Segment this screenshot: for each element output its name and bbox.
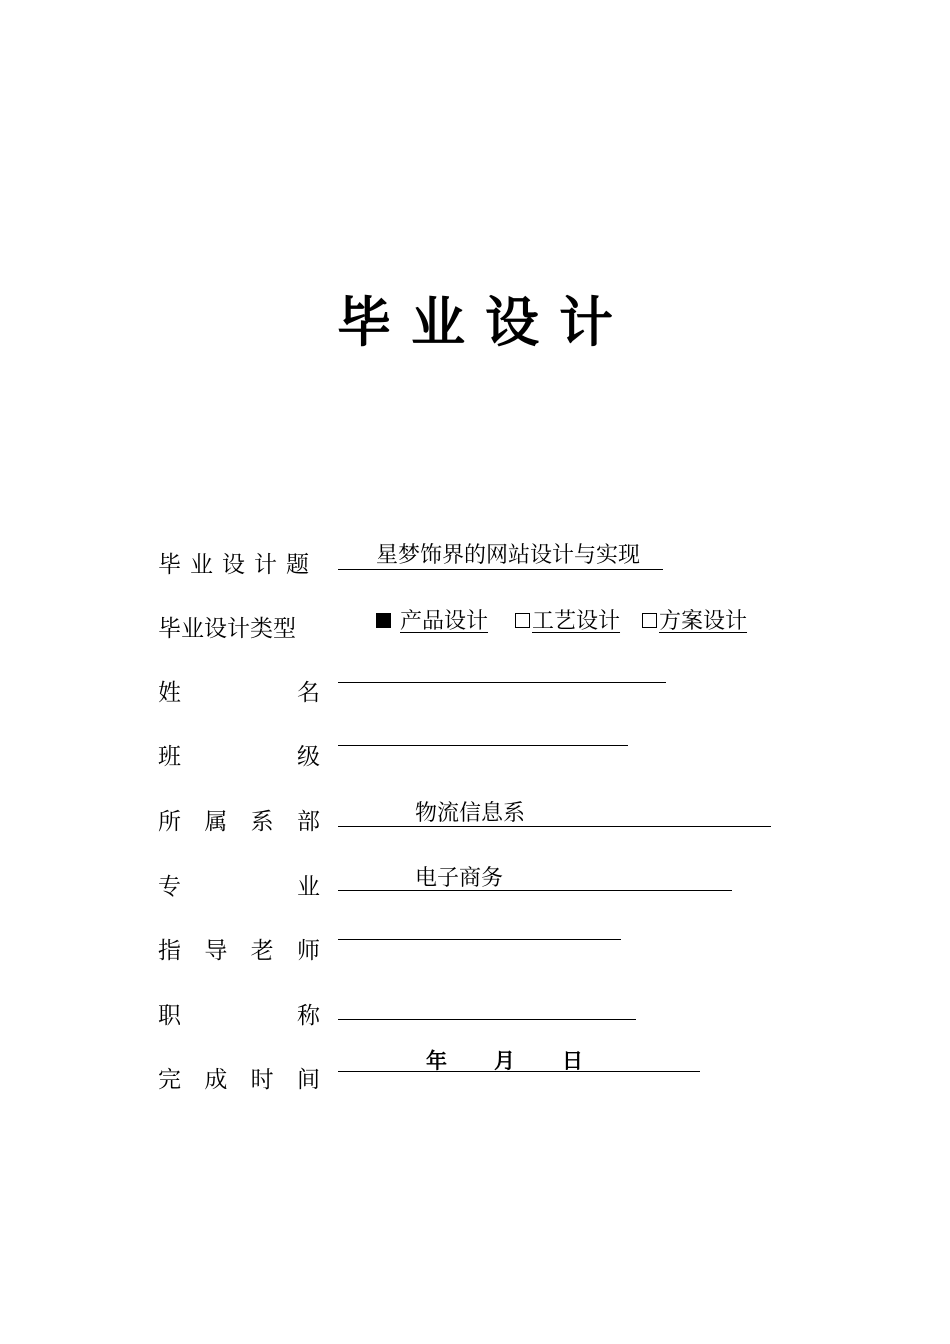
form-row-topic: [158, 540, 798, 580]
field-label-topic: 毕业设计题: [158, 552, 318, 578]
option-label: 方案设计: [659, 609, 748, 634]
option-label: 工艺设计: [532, 609, 621, 634]
option-label: 产品设计: [400, 609, 489, 634]
field-label-advisor: 指 导 老 师: [158, 938, 320, 964]
form-row-department: [158, 797, 798, 837]
form-row-advisor-title: [158, 991, 798, 1031]
field-label-name: 姓 名: [158, 680, 320, 706]
form-row-major: [158, 862, 798, 902]
option-scheme-design[interactable]: [642, 608, 747, 636]
topic-value[interactable]: 星梦饰界的网站设计与实现: [376, 543, 641, 568]
date-day-label: 日: [562, 1049, 583, 1073]
field-label-major: 专 业: [158, 874, 320, 900]
form-row-advisor: [158, 926, 798, 966]
advisor-input-line[interactable]: [338, 939, 621, 940]
advisor-title-input-line[interactable]: [338, 1019, 636, 1020]
option-process-design[interactable]: [515, 608, 620, 636]
form-row-class: [158, 732, 798, 772]
form-row-design-type: [158, 604, 798, 644]
checkbox-unchecked-icon[interactable]: [642, 613, 657, 628]
option-product-design[interactable]: [376, 608, 488, 636]
field-label-completion-date: 完 成 时 间: [158, 1067, 320, 1093]
major-underline: [338, 890, 732, 891]
field-label-design-type: 毕业设计类型: [158, 616, 296, 642]
form-row-completion-date: [158, 1049, 798, 1095]
date-year-label: 年: [426, 1049, 447, 1073]
class-input-line[interactable]: [338, 745, 628, 746]
name-input-line[interactable]: [338, 682, 666, 683]
department-underline: [338, 826, 771, 827]
major-value[interactable]: 电子商务: [415, 866, 504, 891]
document-title: 毕业设计: [337, 291, 633, 354]
field-label-class: 班 级: [158, 744, 320, 770]
checkbox-unchecked-icon[interactable]: [515, 613, 530, 628]
form-row-name: [158, 668, 798, 708]
field-label-advisor-title: 职 称: [158, 1003, 320, 1029]
completion-date-underline: [338, 1071, 700, 1072]
field-label-department: 所 属 系 部: [158, 809, 320, 835]
department-value[interactable]: 物流信息系: [415, 801, 526, 826]
checkbox-checked-icon[interactable]: [376, 613, 391, 628]
date-month-label: 月: [494, 1049, 515, 1073]
